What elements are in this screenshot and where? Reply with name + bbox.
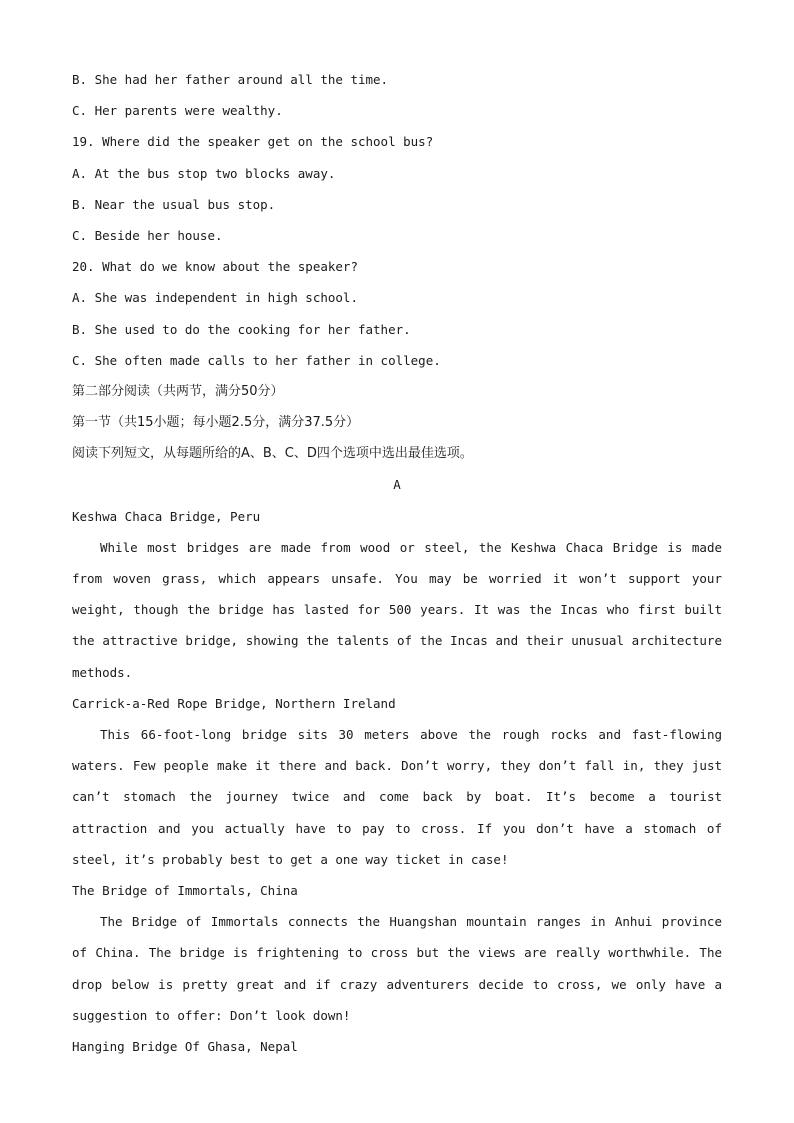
q19-option-b: B. Near the usual bus stop. [72,196,276,212]
passage-letter: A [393,477,401,493]
bridge4-title: Hanging Bridge Of Ghasa, Nepal [72,1039,298,1055]
q19-question: 19. Where did the speaker get on the school bus? [72,134,434,150]
q20-option-b: B. She used to do the cooking for her father. [72,321,411,337]
document-page [72,64,722,1062]
bridge2-paragraph: This 66-foot-long bridge sits 30 meters above the rough rocks and fast-flowing waters. Few people make it there and back. Don’t worry, they don’t fall in, they just can’t stomach the journey twice and come back by boat. It’s become a tourist attraction and you actually have to pay to cross. If you don’t have a stomach of steel, it’s probably best to get a one way ticket in case! [72,727,722,867]
bridge1-paragraph: While most bridges are made from wood or steel, the Keshwa Chaca Bridge is made from woven grass, which appears unsafe. You may be worried it won’t support your weight, though the bridge has lasted for 500 years. It was the Incas who first built the attractive bridge, showing the talents of the Incas and their unusual architecture methods. [72,539,722,680]
q19-option-a: A. At the bus stop two blocks away. [72,165,336,181]
q18-option-b: B. She had her father around all the time. [72,72,389,87]
q20-option-c: C. She often made calls to her father in college. [72,352,441,368]
part-two-heading: 第二部分阅读（共两节，满分50分） [72,383,284,399]
bridge3-paragraph: The Bridge of Immortals connects the Huangshan mountain ranges in Anhui province of China. The bridge is frightening to cross but the views are really worthwhile. The drop below is pretty great and if crazy adventurers decide to cross, we only have a suggestion to offer: Don’t look down! [72,914,722,1023]
q20-option-a: A. She was independent in high school. [72,290,358,306]
q18-option-c: C. Her parents were wealthy. [72,103,283,119]
section-one-heading: 第一节（共15小题；每小题2.5分，满分37.5分） [72,415,360,431]
bridge2-title: Carrick-a-Red Rope Bridge, Northern Ireland [72,695,396,711]
reading-instruction: 阅读下列短文，从每题所给的A、B、C、D四个选项中选出最佳选项。 [72,446,473,462]
q20-question: 20. What do we know about the speaker? [72,259,358,275]
bridge3-title: The Bridge of Immortals, China [72,883,298,899]
q19-option-c: C. Beside her house. [72,227,223,243]
bridge1-title: Keshwa Chaca Bridge, Peru [72,508,261,524]
